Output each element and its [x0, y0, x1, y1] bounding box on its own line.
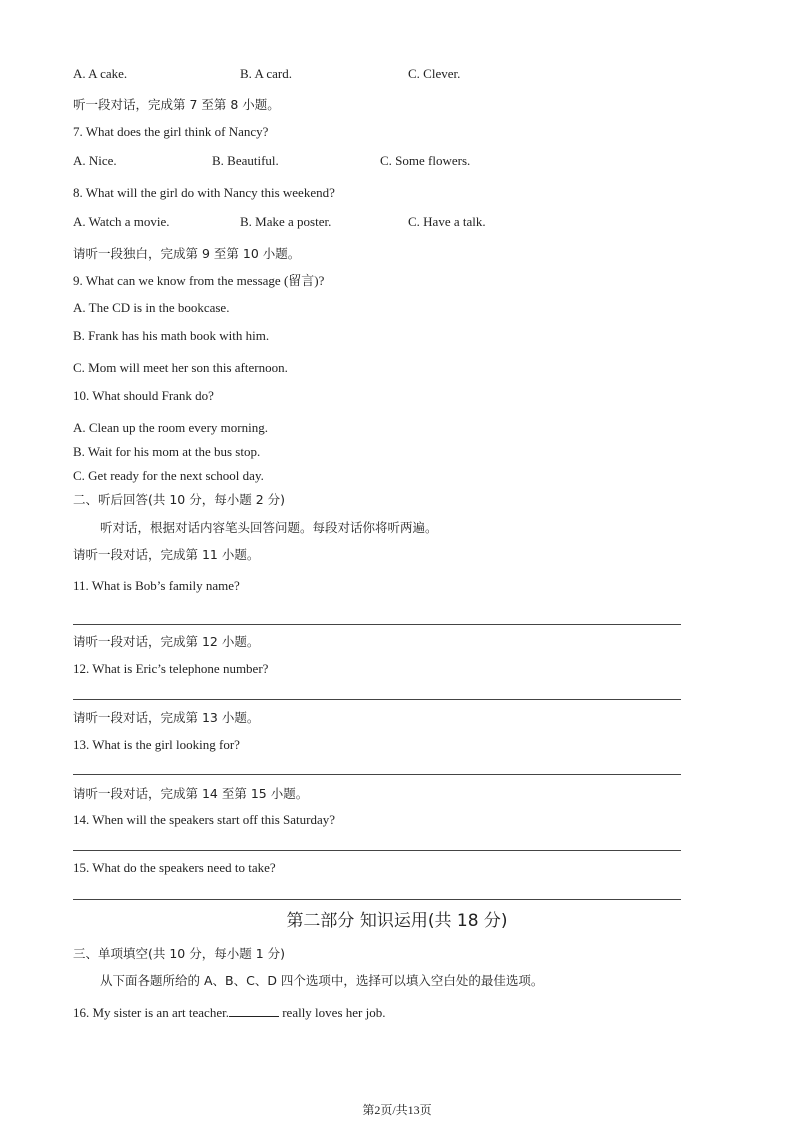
- q15-answer-line: [73, 899, 681, 900]
- page-footer: 第2页/共13页: [362, 1103, 432, 1117]
- q13-stem: 13. What is the girl looking for?: [73, 737, 240, 752]
- q16-text-before: 16. My sister is an art teacher.: [73, 1005, 229, 1020]
- q8-option-b: B. Make a poster.: [240, 214, 332, 229]
- part-2-heading: 第二部分 知识运用(共 18 分): [286, 911, 508, 931]
- section-instruction-13: 请听一段对话，完成第 13 小题。: [73, 710, 260, 725]
- section-instruction-12: 请听一段对话，完成第 12 小题。: [73, 634, 260, 649]
- q12-stem: 12. What is Eric’s telephone number?: [73, 661, 269, 676]
- q13-answer-line: [73, 774, 681, 775]
- q16-stem: [73, 1004, 385, 1021]
- q7-option-a: A. Nice.: [73, 153, 117, 168]
- q9-stem: 9. What can we know from the message (留言)?: [73, 273, 325, 288]
- section-3-instruction: 从下面各题所给的 A、B、C、D 四个选项中，选择可以填入空白处的最佳选项。: [100, 973, 544, 988]
- q7-stem: 7. What does the girl think of Nancy?: [73, 124, 269, 139]
- q16-text-after: really loves her job.: [278, 1005, 386, 1020]
- q9-option-c: C. Mom will meet her son this afternoon.: [73, 360, 288, 375]
- q8-stem: 8. What will the girl do with Nancy this weekend?: [73, 185, 335, 200]
- q7-option-b: B. Beautiful.: [212, 153, 279, 168]
- section-2-title: 二、听后回答(共 10 分，每小题 2 分): [73, 492, 286, 507]
- q10-option-a: A. Clean up the room every morning.: [73, 420, 268, 435]
- q11-stem: 11. What is Bob’s family name?: [73, 578, 240, 593]
- section-instruction-9-10: 请听一段独白，完成第 9 至第 10 小题。: [73, 246, 301, 261]
- q16-blank[interactable]: [229, 1004, 279, 1017]
- section-2-instruction: 听对话，根据对话内容笔头回答问题。每段对话你将听两遍。: [100, 520, 438, 535]
- q8-option-c: C. Have a talk.: [408, 214, 486, 229]
- q9-option-a: A. The CD is in the bookcase.: [73, 300, 230, 315]
- q14-stem: 14. When will the speakers start off this Saturday?: [73, 812, 335, 827]
- q15-stem: 15. What do the speakers need to take?: [73, 860, 276, 875]
- q14-answer-line: [73, 850, 681, 851]
- q8-option-a: A. Watch a movie.: [73, 214, 170, 229]
- q10-stem: 10. What should Frank do?: [73, 388, 214, 403]
- q6-option-b: B. A card.: [240, 66, 292, 81]
- q11-answer-line: [73, 624, 681, 625]
- q6-option-a: A. A cake.: [73, 66, 128, 81]
- q9-option-b: B. Frank has his math book with him.: [73, 328, 270, 343]
- section-instruction-14-15: 请听一段对话，完成第 14 至第 15 小题。: [73, 786, 309, 801]
- q10-option-b: B. Wait for his mom at the bus stop.: [73, 444, 261, 459]
- q7-option-c: C. Some flowers.: [380, 153, 471, 168]
- section-instruction-11: 请听一段对话，完成第 11 小题。: [73, 547, 260, 562]
- section-3-title: 三、单项填空(共 10 分，每小题 1 分): [73, 946, 286, 961]
- q6-option-c: C. Clever.: [408, 66, 461, 81]
- q12-answer-line: [73, 699, 681, 700]
- q10-option-c: C. Get ready for the next school day.: [73, 468, 264, 483]
- section-instruction-7-8: 听一段对话，完成第 7 至第 8 小题。: [73, 97, 280, 112]
